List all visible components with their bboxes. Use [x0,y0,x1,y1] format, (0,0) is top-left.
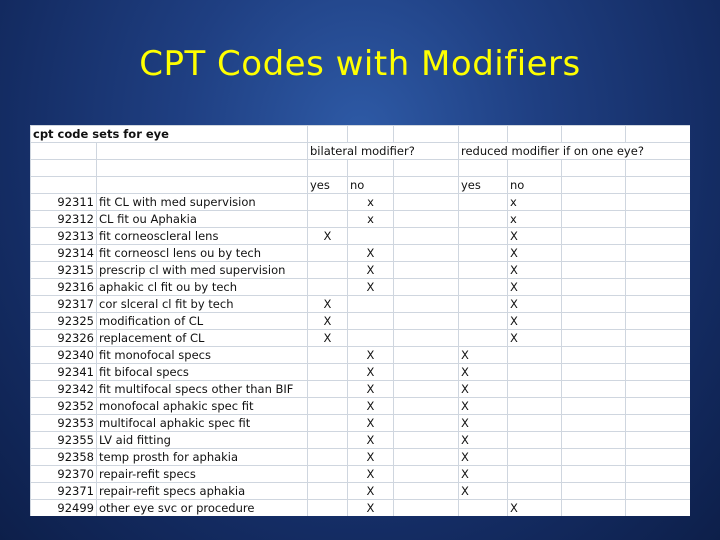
reduced-no-mark [508,398,562,415]
empty-cell [626,432,691,449]
procedure-description: aphakic cl fit ou by tech [97,279,308,296]
bilateral-no-mark [348,330,394,347]
empty-cell [626,381,691,398]
procedure-description: repair-refit specs aphakia [97,483,308,500]
empty-cell [626,211,691,228]
table-row [31,415,691,432]
bilateral-no-mark: X [348,381,394,398]
empty-cell [626,262,691,279]
empty-cell [394,313,459,330]
empty-cell [562,364,626,381]
empty-cell [394,415,459,432]
procedure-description: other eye svc or procedure [97,500,308,517]
table-row [31,211,691,228]
empty-cell [562,245,626,262]
reduced-yes-mark [459,279,508,296]
bilateral-yes-mark: X [308,313,348,330]
empty-cell [562,500,626,517]
bilateral-yes-mark [308,347,348,364]
bilateral-yes-mark [308,398,348,415]
bilateral-yes-mark [308,194,348,211]
cpt-code: 92355 [31,432,97,449]
bilateral-no-header: no [348,177,394,194]
group-reduced-header: reduced modifier if on one eye? [459,143,691,160]
reduced-yes-mark: X [459,347,508,364]
empty-cell [626,415,691,432]
procedure-description: temp prosth for aphakia [97,449,308,466]
bilateral-yes-mark: X [308,330,348,347]
empty-cell [394,466,459,483]
reduced-no-mark [508,449,562,466]
reduced-no-mark [508,432,562,449]
bilateral-no-mark: X [348,245,394,262]
empty-cell [626,330,691,347]
procedure-description: fit corneoscleral lens [97,228,308,245]
bilateral-no-mark [348,296,394,313]
spreadsheet-image [30,125,690,516]
bilateral-no-mark: X [348,279,394,296]
cpt-code: 92358 [31,449,97,466]
cpt-code: 92370 [31,466,97,483]
procedure-description: fit multifocal specs other than BIF [97,381,308,398]
empty-cell [626,296,691,313]
cpt-code: 92352 [31,398,97,415]
empty-cell [626,466,691,483]
cpt-code: 92341 [31,364,97,381]
reduced-no-mark: X [508,262,562,279]
empty-cell [394,432,459,449]
bilateral-no-mark: X [348,398,394,415]
reduced-no-mark: X [508,313,562,330]
empty-cell [626,194,691,211]
empty-cell [562,483,626,500]
reduced-no-mark: x [508,211,562,228]
empty-cell [394,296,459,313]
table-heading-row [31,126,691,143]
empty-cell [626,228,691,245]
reduced-yes-mark [459,330,508,347]
table-row [31,449,691,466]
reduced-yes-mark: X [459,364,508,381]
table-row [31,398,691,415]
bilateral-yes-header: yes [308,177,348,194]
procedure-description: modification of CL [97,313,308,330]
empty-cell [562,381,626,398]
empty-cell [562,466,626,483]
procedure-description: LV aid fitting [97,432,308,449]
table-row [31,330,691,347]
procedure-description: fit corneoscl lens ou by tech [97,245,308,262]
bilateral-no-mark: X [348,500,394,517]
cpt-code: 92340 [31,347,97,364]
reduced-no-mark [508,415,562,432]
bilateral-no-mark: x [348,211,394,228]
empty-cell [394,228,459,245]
reduced-no-mark: x [508,194,562,211]
cpt-code: 92314 [31,245,97,262]
reduced-yes-mark: X [459,432,508,449]
bilateral-yes-mark [308,211,348,228]
cpt-code: 92342 [31,381,97,398]
reduced-no-mark: X [508,279,562,296]
cpt-code-table [30,125,690,516]
empty-cell [626,245,691,262]
reduced-no-header: no [508,177,562,194]
empty-cell [394,500,459,517]
reduced-no-mark [508,381,562,398]
reduced-yes-mark [459,500,508,517]
group-header-row [31,143,691,160]
reduced-yes-mark [459,211,508,228]
cpt-code: 92325 [31,313,97,330]
procedure-description: fit bifocal specs [97,364,308,381]
cpt-code: 92316 [31,279,97,296]
reduced-no-mark [508,483,562,500]
cpt-code: 92371 [31,483,97,500]
empty-cell [562,398,626,415]
reduced-yes-mark [459,296,508,313]
procedure-description: replacement of CL [97,330,308,347]
table-row [31,279,691,296]
bilateral-yes-mark: X [308,228,348,245]
empty-cell [394,381,459,398]
bilateral-yes-mark [308,449,348,466]
table-heading: cpt code sets for eye [31,126,308,143]
table-row [31,432,691,449]
empty-cell [562,415,626,432]
procedure-description: fit monofocal specs [97,347,308,364]
reduced-yes-mark: X [459,449,508,466]
bilateral-no-mark: x [348,194,394,211]
bilateral-yes-mark: X [308,296,348,313]
reduced-no-mark [508,347,562,364]
reduced-no-mark: X [508,245,562,262]
procedure-description: CL fit ou Aphakia [97,211,308,228]
empty-cell [626,483,691,500]
empty-cell [626,500,691,517]
table-row [31,364,691,381]
reduced-no-mark: X [508,330,562,347]
empty-cell [394,211,459,228]
bilateral-no-mark: X [348,262,394,279]
empty-cell [394,279,459,296]
empty-cell [394,398,459,415]
empty-cell [394,347,459,364]
spacer-row [31,160,691,177]
table-row [31,194,691,211]
empty-cell [626,449,691,466]
cpt-code: 92311 [31,194,97,211]
bilateral-no-mark [348,313,394,330]
empty-cell [626,398,691,415]
bilateral-no-mark: X [348,415,394,432]
reduced-yes-mark [459,245,508,262]
empty-cell [562,262,626,279]
empty-cell [394,262,459,279]
procedure-description: fit CL with med supervision [97,194,308,211]
reduced-no-mark [508,364,562,381]
table-row [31,347,691,364]
table-row [31,500,691,517]
reduced-yes-mark [459,228,508,245]
empty-cell [562,347,626,364]
bilateral-yes-mark [308,500,348,517]
empty-cell [394,449,459,466]
bilateral-yes-mark [308,415,348,432]
reduced-yes-header: yes [459,177,508,194]
table-row [31,262,691,279]
table-row [31,296,691,313]
empty-cell [562,330,626,347]
reduced-yes-mark: X [459,398,508,415]
empty-cell [394,330,459,347]
empty-cell [562,228,626,245]
procedure-description: cor slceral cl fit by tech [97,296,308,313]
cpt-code: 92326 [31,330,97,347]
empty-cell [562,211,626,228]
reduced-no-mark: X [508,500,562,517]
cpt-code: 92499 [31,500,97,517]
bilateral-yes-mark [308,466,348,483]
cpt-code: 92317 [31,296,97,313]
empty-cell [626,364,691,381]
empty-cell [562,449,626,466]
reduced-yes-mark [459,194,508,211]
table-row [31,245,691,262]
cpt-code: 92353 [31,415,97,432]
bilateral-yes-mark [308,262,348,279]
empty-cell [394,194,459,211]
reduced-yes-mark: X [459,415,508,432]
empty-cell [394,245,459,262]
empty-cell [562,194,626,211]
group-bilateral-header: bilateral modifier? [308,143,459,160]
bilateral-no-mark: X [348,466,394,483]
reduced-no-mark [508,466,562,483]
bilateral-no-mark: X [348,364,394,381]
bilateral-no-mark: X [348,347,394,364]
reduced-no-mark: X [508,228,562,245]
table-row [31,483,691,500]
empty-cell [562,279,626,296]
bilateral-no-mark: X [348,432,394,449]
bilateral-yes-mark [308,279,348,296]
procedure-description: multifocal aphakic spec fit [97,415,308,432]
table-row [31,466,691,483]
bilateral-yes-mark [308,483,348,500]
yes-no-header-row [31,177,691,194]
empty-cell [394,483,459,500]
reduced-yes-mark [459,313,508,330]
empty-cell [562,313,626,330]
bilateral-no-mark: X [348,483,394,500]
table-row [31,313,691,330]
slide-title: CPT Codes with Modifiers [139,44,581,84]
procedure-description: prescrip cl with med supervision [97,262,308,279]
procedure-description: monofocal aphakic spec fit [97,398,308,415]
empty-cell [626,313,691,330]
cpt-code: 92313 [31,228,97,245]
procedure-description: repair-refit specs [97,466,308,483]
reduced-yes-mark: X [459,483,508,500]
bilateral-yes-mark [308,381,348,398]
cpt-code: 92315 [31,262,97,279]
cpt-code: 92312 [31,211,97,228]
empty-cell [626,347,691,364]
bilateral-no-mark: X [348,449,394,466]
bilateral-yes-mark [308,364,348,381]
reduced-no-mark: X [508,296,562,313]
bilateral-yes-mark [308,245,348,262]
table-row [31,228,691,245]
empty-cell [562,296,626,313]
bilateral-no-mark [348,228,394,245]
reduced-yes-mark: X [459,466,508,483]
bilateral-yes-mark [308,432,348,449]
reduced-yes-mark [459,262,508,279]
reduced-yes-mark: X [459,381,508,398]
empty-cell [394,364,459,381]
empty-cell [626,279,691,296]
empty-cell [562,432,626,449]
table-row [31,381,691,398]
